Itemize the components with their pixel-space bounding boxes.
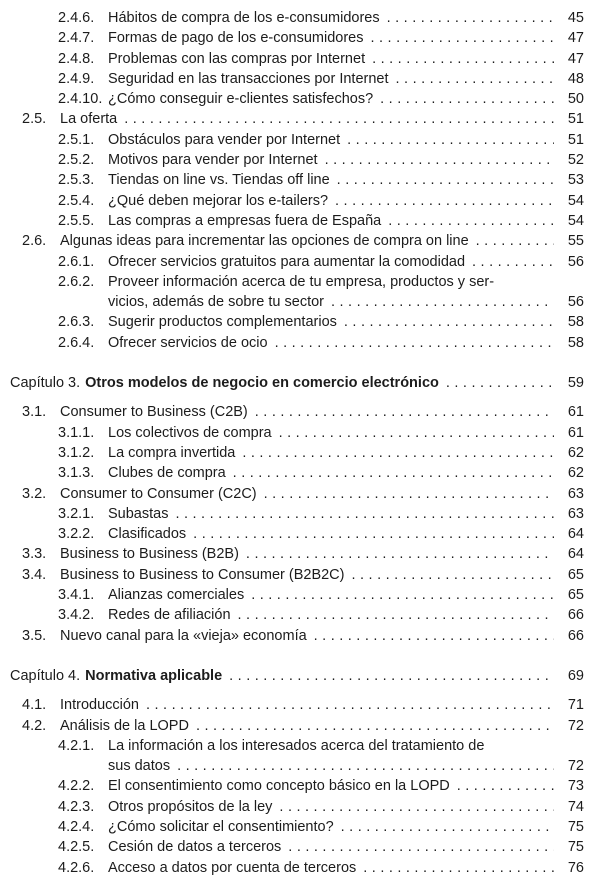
page-number: 62 — [567, 444, 584, 461]
dot-leader — [229, 666, 554, 686]
page-number: 76 — [567, 859, 584, 876]
page-number: 47 — [567, 50, 584, 67]
dot-leader — [371, 28, 555, 48]
entry-label: Clasificados — [108, 526, 187, 543]
toc-entry-row — [10, 423, 584, 443]
entry-label: Alianzas comerciales — [108, 587, 245, 604]
page-number: 62 — [567, 465, 584, 482]
page-number: 51 — [567, 111, 584, 128]
dot-leader — [396, 69, 554, 89]
entry-label: Clubes de compra — [108, 465, 226, 482]
page-number: 56 — [567, 253, 584, 270]
entry-label: Algunas ideas para incrementar las opciones de compra on line — [60, 233, 469, 250]
toc-entry-row — [10, 252, 584, 272]
toc-entry-row — [10, 524, 584, 544]
dot-leader — [233, 463, 554, 483]
page-number: 52 — [567, 152, 584, 169]
page-number: 47 — [567, 30, 584, 47]
dot-leader — [279, 423, 554, 443]
entry-label: Nuevo canal para la «vieja» economía — [60, 627, 307, 644]
toc-entry-row — [10, 8, 584, 28]
entry-number: 4.2.1. — [58, 737, 95, 754]
entry-number: 2.5.3. — [58, 172, 95, 189]
dot-leader — [337, 170, 554, 190]
dot-leader — [288, 837, 554, 857]
entry-label: La compra invertida — [108, 444, 236, 461]
toc-entry-row — [10, 49, 584, 69]
toc-entry-row — [10, 333, 584, 353]
entry-label: ¿Cómo solicitar el consentimiento? — [108, 818, 334, 835]
entry-number: 2.5.1. — [58, 131, 95, 148]
entry-number: 3.2.1. — [58, 505, 95, 522]
entry-label: Otros propósitos de la ley — [108, 798, 273, 815]
entry-number: 3.4.2. — [58, 607, 95, 624]
dot-leader — [238, 605, 554, 625]
toc-entry-row — [10, 191, 584, 211]
page-number: 61 — [567, 424, 584, 441]
entry-number: 3.2.2. — [58, 526, 95, 543]
entry-number: 3.5. — [22, 627, 47, 644]
entry-number: 2.6.1. — [58, 253, 95, 270]
entry-label: Consumer to Consumer (C2C) — [60, 485, 257, 502]
entry-number: 2.4.9. — [58, 70, 95, 87]
page-number: 59 — [567, 375, 584, 392]
toc-entry-row — [10, 626, 584, 646]
page-number: 54 — [567, 212, 584, 229]
dot-leader — [279, 797, 554, 817]
page-number: 75 — [567, 839, 584, 856]
toc-entry-row — [10, 150, 584, 170]
entry-label: Introducción — [60, 697, 139, 714]
dot-leader — [246, 544, 554, 564]
toc-entry-row — [10, 797, 584, 817]
page-number: 45 — [567, 10, 584, 26]
toc-entry-row — [10, 716, 584, 736]
page-number: 48 — [567, 70, 584, 87]
dot-leader — [264, 484, 554, 504]
entry-number: 2.5.5. — [58, 212, 95, 229]
page-number: 50 — [567, 91, 584, 108]
toc-entry-row — [10, 565, 584, 585]
dot-leader — [344, 312, 554, 332]
dot-leader — [352, 565, 555, 585]
dot-leader — [275, 333, 554, 353]
dot-leader — [372, 49, 554, 69]
dot-leader — [363, 858, 554, 878]
dot-leader — [476, 231, 554, 251]
page-number: 69 — [567, 667, 584, 684]
entry-number: 3.1.1. — [58, 424, 95, 441]
entry-label: Redes de afiliación — [108, 607, 231, 624]
entry-number: 4.2.6. — [58, 859, 95, 876]
toc-entry-row — [10, 837, 584, 857]
entry-number: 3.1.2. — [58, 444, 95, 461]
page-number: 64 — [567, 546, 584, 563]
entry-number: 4.2.5. — [58, 839, 95, 856]
dot-leader — [347, 130, 554, 150]
toc-entry-row — [10, 109, 584, 129]
entry-label: El consentimiento como concepto básico en la LOPD — [108, 778, 450, 795]
dot-leader — [472, 252, 554, 272]
entry-number: 2.5. — [22, 111, 47, 128]
entry-label: Hábitos de compra de los e-consumidores — [108, 10, 380, 26]
entry-number: 3.1.3. — [58, 465, 95, 482]
entry-number: 3.4. — [22, 566, 47, 583]
toc-entry-row — [10, 544, 584, 564]
dot-leader — [251, 585, 554, 605]
entry-number: 2.6.2. — [58, 273, 95, 290]
toc-entry-row — [10, 858, 584, 878]
dot-leader — [196, 716, 554, 736]
entry-number: 2.6.4. — [58, 334, 95, 351]
entry-label: Formas de pago de los e-consumidores — [108, 30, 364, 47]
entry-label: vicios, además de sobre tu sector — [108, 294, 324, 311]
page-number: 53 — [567, 172, 584, 189]
dot-leader — [175, 504, 554, 524]
page-number: 61 — [567, 404, 584, 421]
dot-leader — [446, 373, 554, 393]
dot-leader — [242, 443, 554, 463]
chapter-title: Normativa aplicable — [85, 667, 223, 684]
dot-leader — [325, 150, 554, 170]
entry-label: Problemas con las compras por Internet — [108, 50, 366, 67]
toc-entry-row — [10, 89, 584, 109]
entry-number: 2.4.10. — [58, 91, 103, 108]
dot-leader — [341, 817, 554, 837]
page-number: 64 — [567, 526, 584, 543]
chapter-prefix: Capítulo 4. — [10, 667, 81, 684]
dot-leader — [457, 776, 554, 796]
page-number: 75 — [567, 818, 584, 835]
toc-entry-row — [10, 292, 584, 312]
page-number: 71 — [567, 697, 584, 714]
dot-leader — [255, 402, 554, 422]
toc-chapter-row — [10, 666, 584, 686]
page-number: 51 — [567, 131, 584, 148]
entry-label: Business to Business to Consumer (B2B2C) — [60, 566, 345, 583]
entry-label: sus datos — [108, 758, 171, 775]
page-number: 72 — [567, 758, 584, 775]
entry-label: Las compras a empresas fuera de España — [108, 212, 382, 229]
entry-label: Los colectivos de compra — [108, 424, 272, 441]
toc-entry-row — [10, 463, 584, 483]
page-number: 65 — [567, 587, 584, 604]
entry-number: 4.2.4. — [58, 818, 95, 835]
entry-label: Proveer información acerca de tu empresa, productos y ser- — [108, 273, 495, 290]
toc-entry-row — [10, 585, 584, 605]
page-number: 66 — [567, 607, 584, 624]
toc-entry-row — [10, 170, 584, 190]
entry-number: 2.5.4. — [58, 192, 95, 209]
entry-label: Análisis de la LOPD — [60, 717, 189, 734]
toc-entry-row — [10, 28, 584, 48]
table-of-contents — [10, 8, 584, 878]
toc-entry-row — [10, 504, 584, 524]
toc-entry-row — [10, 211, 584, 231]
entry-number: 2.6.3. — [58, 314, 95, 331]
entry-number: 4.1. — [22, 697, 47, 714]
entry-label: Cesión de datos a terceros — [108, 839, 282, 856]
entry-label: Sugerir productos complementarios — [108, 314, 337, 331]
page-number: 65 — [567, 566, 584, 583]
page-number: 74 — [567, 798, 584, 815]
dot-leader — [146, 695, 554, 715]
toc-entry-row — [10, 231, 584, 251]
entry-number: 4.2. — [22, 717, 47, 734]
page-number: 58 — [567, 334, 584, 351]
toc-entry-row — [10, 130, 584, 150]
dot-leader — [387, 8, 554, 28]
page-number: 56 — [567, 294, 584, 311]
toc-entry-row — [10, 756, 584, 776]
toc-entry-row — [10, 402, 584, 422]
toc-entry-row — [10, 776, 584, 796]
entry-label: Business to Business (B2B) — [60, 546, 239, 563]
toc-entry-row — [10, 484, 584, 504]
dot-leader — [331, 292, 554, 312]
page-number: 63 — [567, 485, 584, 502]
entry-number: 2.4.6. — [58, 10, 95, 26]
entry-number: 2.4.8. — [58, 50, 95, 67]
page-number: 63 — [567, 505, 584, 522]
entry-label: Subastas — [108, 505, 169, 522]
entry-label: ¿Qué deben mejorar los e-tailers? — [108, 192, 329, 209]
page-number: 55 — [567, 233, 584, 250]
toc-entry-row — [10, 312, 584, 332]
dot-leader — [177, 756, 554, 776]
toc-entry-row — [10, 605, 584, 625]
entry-number: 4.2.3. — [58, 798, 95, 815]
entry-label: Ofrecer servicios de ocio — [108, 334, 268, 351]
page-number: 66 — [567, 627, 584, 644]
page-number: 58 — [567, 314, 584, 331]
dot-leader — [380, 89, 554, 109]
entry-number: 2.6. — [22, 233, 47, 250]
chapter-title: Otros modelos de negocio en comercio electrónico — [85, 375, 439, 392]
entry-number: 2.4.7. — [58, 30, 95, 47]
page-number: 54 — [567, 192, 584, 209]
toc-entry-row — [10, 272, 584, 292]
entry-number: 4.2.2. — [58, 778, 95, 795]
entry-label: Tiendas on line vs. Tiendas off line — [108, 172, 330, 189]
entry-label: La oferta — [60, 111, 118, 128]
toc-entry-row — [10, 695, 584, 715]
entry-label: ¿Cómo conseguir e-clientes satisfechos? — [108, 91, 374, 108]
entry-label: Consumer to Business (C2B) — [60, 404, 248, 421]
dot-leader — [124, 109, 554, 129]
entry-label: La información a los interesados acerca del tratamiento de — [108, 737, 485, 754]
entry-number: 3.1. — [22, 404, 47, 421]
page-number: 73 — [567, 778, 584, 795]
entry-number: 3.2. — [22, 485, 47, 502]
toc-entry-row — [10, 443, 584, 463]
chapter-prefix: Capítulo 3. — [10, 375, 81, 392]
dot-leader — [335, 191, 554, 211]
toc-entry-row — [10, 817, 584, 837]
entry-label: Acceso a datos por cuenta de terceros — [108, 859, 357, 876]
dot-leader — [388, 211, 554, 231]
toc-entry-row — [10, 69, 584, 89]
entry-label: Obstáculos para vender por Internet — [108, 131, 341, 148]
toc-chapter-row — [10, 373, 584, 393]
entry-number: 2.5.2. — [58, 152, 95, 169]
entry-number: 3.3. — [22, 546, 47, 563]
dot-leader — [193, 524, 554, 544]
page-number: 72 — [567, 717, 584, 734]
toc-entry-row — [10, 736, 584, 756]
entry-label: Motivos para vender por Internet — [108, 152, 318, 169]
entry-label: Seguridad en las transacciones por Internet — [108, 70, 389, 87]
entry-label: Ofrecer servicios gratuitos para aumentar la comodidad — [108, 253, 466, 270]
entry-number: 3.4.1. — [58, 587, 95, 604]
dot-leader — [314, 626, 554, 646]
